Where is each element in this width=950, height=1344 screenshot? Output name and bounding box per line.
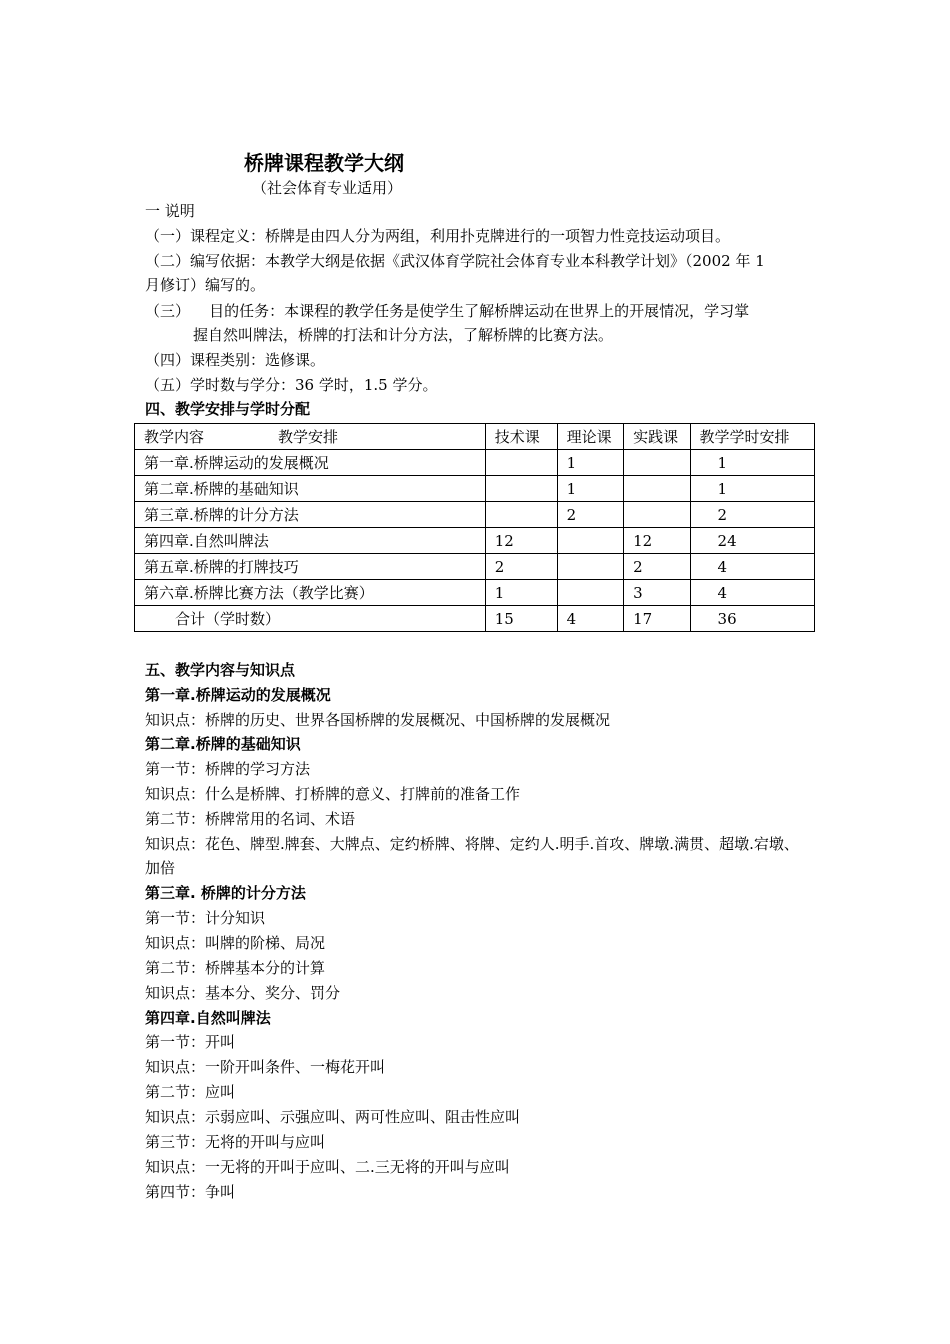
- section-line: 第一节：计分知识: [145, 909, 266, 927]
- table-cell: 1: [485, 580, 557, 606]
- table-cell: [557, 554, 623, 580]
- table-cell: 15: [485, 606, 557, 632]
- knowledge-point: 知识点：桥牌的历史、世界各国桥牌的发展概况、中国桥牌的发展概况: [145, 711, 611, 729]
- table-header-cell: 实践课: [624, 424, 690, 450]
- table-cell: 第二章.桥牌的基础知识: [135, 476, 486, 502]
- knowledge-point: 加倍: [145, 859, 176, 877]
- table-cell: 36: [690, 606, 814, 632]
- chapter-heading: 第二章.桥牌的基础知识: [145, 735, 301, 753]
- paragraph: 握自然叫牌法，桥牌的打法和计分方法，了解桥牌的比赛方法。: [193, 326, 614, 344]
- table-total-row: [135, 606, 815, 632]
- knowledge-point: 知识点：一无将的开叫于应叫、二.三无将的开叫与应叫: [145, 1158, 510, 1176]
- section-heading: 五、教学内容与知识点: [145, 661, 296, 679]
- table-cell: 1: [557, 476, 623, 502]
- table-cell: 第四章.自然叫牌法: [135, 528, 486, 554]
- document-subtitle: （社会体育专业适用）: [252, 179, 403, 197]
- paragraph: （一）课程定义：桥牌是由四人分为两组，利用扑克牌进行的一项智力性竞技运动项目。: [145, 227, 731, 245]
- table-cell: 2: [624, 554, 690, 580]
- table-header-cell: [135, 424, 486, 450]
- knowledge-point: 知识点：示弱应叫、示强应叫、两可性应叫、阻击性应叫: [145, 1108, 521, 1126]
- chapter-heading: 第一章.桥牌运动的发展概况: [145, 686, 331, 704]
- table-cell: 第五章.桥牌的打牌技巧: [135, 554, 486, 580]
- paragraph: （五）学时数与学分：36 学时，1.5 学分。: [145, 376, 438, 394]
- table-cell: [624, 450, 690, 476]
- table-header-cell: 技术课: [485, 424, 557, 450]
- table-cell: [624, 476, 690, 502]
- section-line: 第一节：桥牌的学习方法: [145, 760, 311, 778]
- table-cell: 12: [624, 528, 690, 554]
- table-header-cell: 教学学时安排: [690, 424, 814, 450]
- document-title: 桥牌课程教学大纲: [244, 151, 404, 175]
- table-cell: [485, 476, 557, 502]
- table-cell: 1: [690, 450, 814, 476]
- section-heading: 四、教学安排与学时分配: [145, 400, 311, 418]
- table-row: [135, 450, 815, 476]
- table-cell: 4: [690, 554, 814, 580]
- table-cell: 第一章.桥牌运动的发展概况: [135, 450, 486, 476]
- table-row: [135, 554, 815, 580]
- table-cell: 合计（学时数）: [135, 606, 486, 632]
- table-cell: 24: [690, 528, 814, 554]
- table-cell: 4: [690, 580, 814, 606]
- knowledge-point: 知识点：一阶开叫条件、一梅花开叫: [145, 1058, 386, 1076]
- section-line: 第二节：应叫: [145, 1083, 236, 1101]
- table-header-cell: 理论课: [557, 424, 623, 450]
- table-cell: [557, 528, 623, 554]
- table-cell: [485, 450, 557, 476]
- knowledge-point: 知识点：基本分、奖分、罚分: [145, 984, 341, 1002]
- section-heading: 一 说明: [145, 202, 195, 220]
- table-cell: 3: [624, 580, 690, 606]
- chapter-heading: 第三章. 桥牌的计分方法: [145, 884, 306, 902]
- section-line: 第二节：桥牌基本分的计算: [145, 959, 326, 977]
- table-cell: 2: [690, 502, 814, 528]
- table-row: [135, 580, 815, 606]
- paragraph: （二）编写依据：本教学大纲是依据《武汉体育学院社会体育专业本科教学计划》（2002 年 1: [145, 252, 765, 270]
- table-cell: [485, 502, 557, 528]
- schedule-table: [134, 423, 815, 632]
- paragraph: 月修订）编写的。: [145, 276, 266, 294]
- table-cell: 第三章.桥牌的计分方法: [135, 502, 486, 528]
- knowledge-point: 知识点：什么是桥牌、打桥牌的意义、打牌前的准备工作: [145, 785, 521, 803]
- section-line: 第一节：开叫: [145, 1033, 236, 1051]
- knowledge-point: 知识点：花色、牌型.牌套、大牌点、定约桥牌、将牌、定约人.明手.首攻、牌墩.满贯、超墩.宕墩、: [145, 835, 799, 853]
- table-cell: [624, 502, 690, 528]
- table-cell: 2: [485, 554, 557, 580]
- header-content-label: 教学内容: [144, 428, 205, 446]
- table-cell: 17: [624, 606, 690, 632]
- table-cell: 2: [557, 502, 623, 528]
- table-cell: 12: [485, 528, 557, 554]
- paragraph: （四）课程类别：选修课。: [145, 351, 326, 369]
- section-line: 第二节：桥牌常用的名词、术语: [145, 810, 356, 828]
- table-cell: 1: [690, 476, 814, 502]
- section-line: 第四节：争叫: [145, 1183, 236, 1201]
- table-row: [135, 528, 815, 554]
- table-cell: 1: [557, 450, 623, 476]
- knowledge-point: 知识点：叫牌的阶梯、局况: [145, 934, 326, 952]
- table-cell: [557, 580, 623, 606]
- table-cell: 4: [557, 606, 623, 632]
- paragraph: （三） 目的任务：本课程的教学任务是使学生了解桥牌运动在世界上的开展情况，学习掌: [145, 302, 750, 320]
- table-header-row: [135, 424, 815, 450]
- table-row: [135, 502, 815, 528]
- table-row: [135, 476, 815, 502]
- section-line: 第三节：无将的开叫与应叫: [145, 1133, 326, 1151]
- chapter-heading: 第四章.自然叫牌法: [145, 1009, 271, 1027]
- table-cell: 第六章.桥牌比赛方法（教学比赛）: [135, 580, 486, 606]
- header-arrangement-label: 教学安排: [278, 428, 339, 446]
